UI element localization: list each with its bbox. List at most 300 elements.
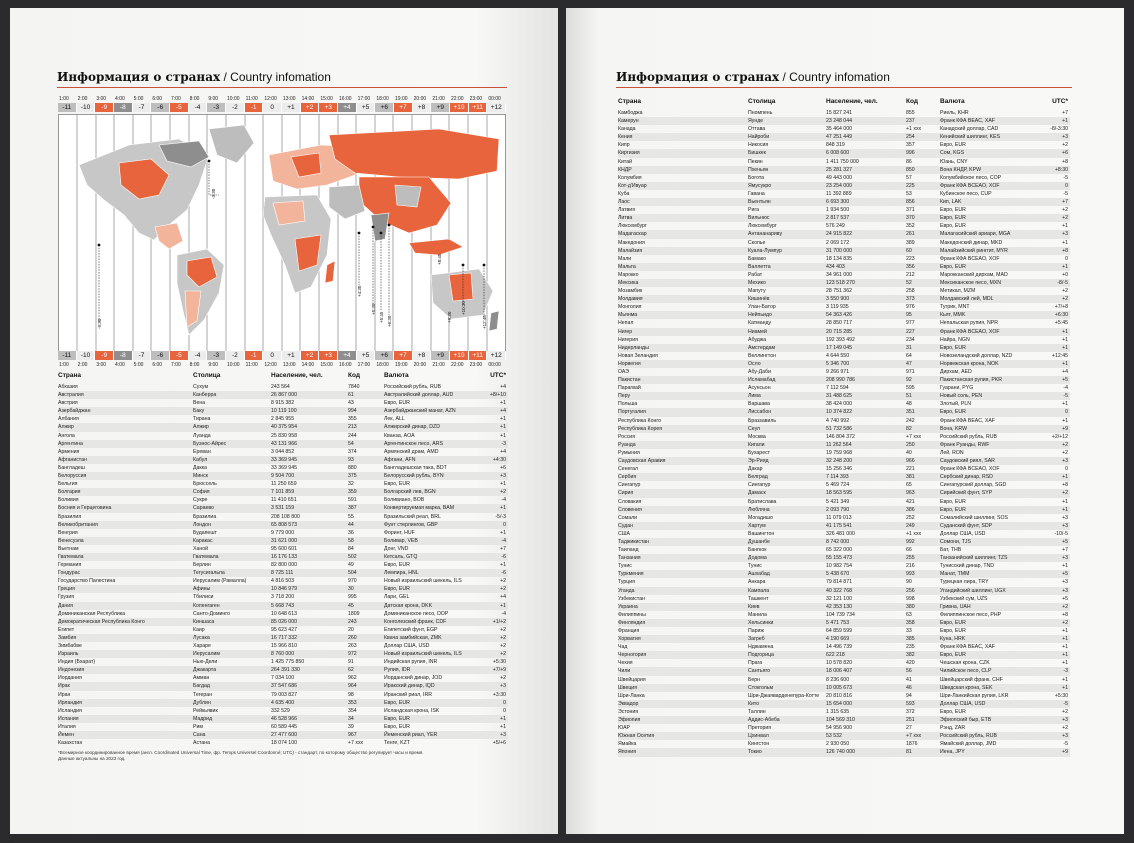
currency-cell: Новый израильский шекель, ILS [384, 578, 462, 585]
utc-cell: +2 [1062, 449, 1068, 456]
utc-offset-bar-bottom [58, 351, 506, 360]
table-row [618, 732, 1070, 740]
population-cell: 20 810 816 [826, 692, 852, 699]
utc-cell: +8 [1062, 611, 1068, 618]
utc-cell: +3:30 [492, 691, 506, 698]
capital-cell: Бангкок [748, 547, 767, 554]
currency-cell: Танзанийский шиллинг, TZS [940, 555, 1008, 562]
capital-cell: Загреб [748, 636, 765, 643]
country-cell: Португалия [618, 409, 646, 416]
country-cell: КНДР [618, 166, 632, 173]
population-cell: 1 934 500 [826, 207, 850, 214]
utc-cell: -5 [1063, 393, 1068, 400]
capital-cell: Дамаск [748, 490, 766, 497]
population-cell: 576 249 [826, 223, 845, 230]
table-row [618, 603, 1070, 611]
country-cell: Азербайджан [58, 408, 91, 415]
table-row [58, 699, 508, 707]
table-row [618, 239, 1070, 247]
code-cell: 63 [906, 611, 912, 618]
table-row [618, 141, 1070, 149]
utc-offset-cell: -4 [189, 351, 208, 360]
population-cell: 23 248 044 [826, 118, 852, 125]
country-cell: Израиль [58, 651, 79, 658]
currency-cell: Евро, EUR [384, 562, 410, 569]
utc-cell: +1 [500, 723, 506, 730]
code-cell: 370 [906, 215, 915, 222]
currency-cell: Аргентинское песо, ARS [384, 440, 443, 447]
code-cell: 385 [906, 636, 915, 643]
currency-cell: Вона, KRW [940, 425, 967, 432]
country-cell: Венесуэла [58, 537, 84, 544]
utc-offset-cell: -5 [170, 351, 189, 360]
utc-offset-cell: +3 [319, 351, 338, 360]
utc-cell: +1 [1062, 506, 1068, 513]
utc-cell: +4 [500, 408, 506, 415]
currency-cell: Евро, EUR [940, 628, 966, 634]
utc-cell: +2 [1062, 725, 1068, 732]
code-cell: 351 [906, 409, 915, 416]
table-row [618, 538, 1070, 546]
population-cell: 17 149 045 [826, 344, 852, 351]
country-cell: Австралия [58, 392, 84, 399]
currency-cell: Армянский драм, AMD [384, 448, 439, 455]
map-label: +10:30 [461, 301, 466, 315]
world-time-zone-map [58, 114, 506, 352]
table-row [618, 611, 1070, 619]
country-cell: Южная Осетия [618, 733, 655, 740]
utc-cell: +3 [1062, 587, 1068, 594]
utc-cell: 0 [1065, 255, 1068, 262]
population-cell: 14 496 739 [826, 644, 852, 651]
utc-cell: +2 [500, 489, 506, 496]
code-cell: 235 [906, 644, 915, 651]
code-cell: 962 [348, 675, 357, 682]
population-cell: 55 155 473 [826, 555, 852, 562]
currency-cell: Чилийское песо, CLP [940, 668, 992, 675]
utc-cell: +1 [1062, 118, 1068, 125]
country-cell: Хорватия [618, 636, 641, 643]
currency-cell: Сом, KGS [940, 150, 965, 157]
capital-cell: Баку [193, 408, 205, 415]
country-cell: Гондурас [58, 570, 81, 577]
capital-cell: Кингстон [748, 741, 770, 748]
code-cell: +7 ххх [906, 733, 922, 740]
population-cell: 64 859 599 [826, 628, 852, 634]
currency-cell: Франк КФА BCEAO, XOF [940, 328, 1000, 335]
capital-cell: Абуджа [748, 336, 767, 343]
currency-cell: Алжирский динар, DZD [384, 424, 440, 431]
capital-cell: Ямусукро [748, 182, 772, 189]
country-cell: Колумбия [618, 174, 642, 181]
capital-cell: Вашингтон [748, 530, 775, 537]
utc-cell: -4 [501, 610, 506, 617]
code-cell: 260 [348, 634, 357, 641]
country-cell: Танзания [618, 555, 641, 562]
country-cell: Греция [58, 586, 75, 593]
time-label: 5:00 [133, 362, 144, 368]
utc-offset-cell: +6 [375, 351, 394, 360]
country-cell: Словакия [618, 498, 642, 505]
population-cell: 1 315 635 [826, 708, 850, 715]
time-label: 9:00 [208, 362, 219, 368]
capital-cell: Сараево [193, 505, 214, 512]
currency-cell: Тунисский динар, TND [940, 563, 995, 570]
currency-cell: Евро, EUR [940, 344, 966, 351]
capital-cell: Могадишо [748, 514, 773, 521]
currency-cell: Македонский динар, MKD [940, 239, 1003, 246]
currency-cell: Угандийский шиллинг, UGX [940, 587, 1006, 594]
utc-cell: +2 [500, 586, 506, 593]
code-cell: 94 [906, 692, 912, 699]
country-cell: Таджикистан [618, 538, 650, 545]
footnote-date: Данные актуальны на 2023 год. [58, 756, 126, 761]
utc-cell: -10/-5 [1054, 530, 1068, 537]
header-capital: Столица [193, 372, 221, 379]
code-cell: 971 [906, 369, 915, 375]
code-cell: 98 [348, 691, 354, 698]
table-row [618, 408, 1070, 416]
capital-cell: Луанда [193, 432, 211, 439]
utc-offset-cell: -2 [226, 351, 245, 360]
code-cell: 27 [906, 725, 912, 732]
population-cell: 4 740 992 [826, 417, 850, 424]
time-label: 17:00 [357, 362, 371, 368]
table-row [618, 174, 1070, 182]
currency-cell: Конголезский франк, CDF [384, 618, 447, 625]
utc-cell: +1 [500, 481, 506, 488]
table-row [618, 271, 1070, 279]
population-cell: 2 930 050 [826, 741, 850, 748]
time-label: 16:00 [339, 362, 352, 368]
capital-cell: Браззавиль [748, 417, 777, 424]
utc-offset-cell: +1 [282, 103, 301, 112]
utc-cell: +1 [500, 424, 506, 431]
currency-cell: Молдавский лей, MDL [940, 296, 994, 303]
country-cell: Ангола [58, 432, 75, 439]
country-cell: Дания [58, 602, 73, 609]
code-cell: 57 [906, 174, 912, 181]
utc-cell: +5 [1062, 538, 1068, 545]
code-cell: 86 [906, 158, 912, 165]
table-row [58, 480, 508, 488]
utc-offset-bar-top [58, 103, 506, 112]
population-cell: 5 469 724 [826, 482, 850, 489]
utc-offset-cell: +9 [431, 103, 450, 112]
population-cell: 2 069 172 [826, 239, 850, 246]
utc-cell: -5 [1063, 174, 1068, 181]
country-cell: Мадагаскар [618, 231, 647, 238]
table-row [58, 545, 508, 553]
footnote [58, 750, 508, 762]
population-cell: 54 363 426 [826, 312, 852, 319]
utc-cell: -6 [501, 553, 506, 560]
population-cell: 60 589 445 [271, 723, 297, 730]
utc-offset-cell: -11 [58, 103, 77, 112]
capital-cell: Рабат [748, 271, 763, 278]
population-cell: 3 119 935 [826, 304, 849, 311]
time-label: 11:00 [245, 96, 258, 102]
population-cell: 20 715 285 [826, 328, 852, 335]
utc-cell: -5/-3 [495, 513, 506, 520]
utc-cell: +2 [1062, 619, 1068, 626]
country-cell: Франция [618, 628, 640, 634]
time-label: 13:00 [283, 362, 296, 368]
table-row [618, 740, 1070, 748]
utc-cell: +9 [1062, 749, 1068, 756]
country-cell: Мальта [618, 263, 636, 270]
table-row [58, 585, 508, 593]
code-cell: 244 [348, 432, 357, 439]
utc-cell: -5 [1063, 700, 1068, 707]
currency-cell: Дирхам, AED [940, 369, 972, 375]
population-cell: 33 369 945 [271, 464, 297, 471]
currency-cell: Белорусский рубль, BYN [384, 473, 444, 480]
currency-cell: Российский рубль, RUB [384, 384, 441, 390]
table-row [618, 303, 1070, 311]
utc-cell: 0 [503, 521, 506, 528]
table-row [58, 674, 508, 682]
currency-cell: Донг, VND [384, 545, 409, 552]
table-row [618, 684, 1070, 692]
capital-cell: Бухарест [748, 449, 771, 456]
utc-cell: +1 [1062, 660, 1068, 667]
currency-cell: Евро, EUR [940, 652, 966, 659]
code-cell: 91 [348, 659, 354, 666]
capital-cell: Сеул [748, 425, 761, 432]
utc-cell: +2 [500, 675, 506, 682]
utc-cell: +3 [1062, 579, 1068, 586]
time-label: 18:00 [376, 96, 389, 102]
country-cell: Сербия [618, 474, 637, 481]
header-code: Код [348, 372, 360, 379]
code-cell: 7840 [348, 384, 360, 390]
table-row [618, 182, 1070, 190]
utc-cell: +0 [1062, 271, 1068, 278]
time-label: 00:00 [488, 362, 501, 368]
table-row [618, 198, 1070, 206]
currency-cell: Кип, LAK [940, 199, 962, 206]
country-cell: Бангладеш [58, 464, 85, 471]
map-label: +12:45 [482, 315, 487, 329]
currency-cell: Тенге, KZT [384, 740, 410, 747]
country-cell: Пакистан [618, 377, 641, 384]
population-cell: 146 804 372 [826, 433, 855, 440]
capital-cell: Бамако [748, 255, 766, 262]
map-label: +6:30 [387, 315, 392, 327]
utc-offset-cell: -3 [207, 351, 226, 360]
code-cell: 387 [348, 505, 357, 512]
code-cell: 223 [906, 255, 915, 262]
utc-cell: +6:30 [1054, 312, 1068, 319]
country-cell: Сенегал [618, 466, 639, 473]
code-cell: 82 [906, 425, 912, 432]
population-cell: 8 760 000 [271, 651, 295, 658]
currency-cell: Евро, EUR [384, 586, 410, 593]
table-row [618, 166, 1070, 174]
table-row [618, 319, 1070, 327]
table-row [58, 521, 508, 529]
currency-cell: Кетсаль, GTQ [384, 553, 418, 560]
currency-cell: Бат, THB [940, 547, 962, 554]
code-cell: 48 [906, 401, 912, 408]
utc-cell: +4 [500, 384, 506, 390]
population-cell: 31 488 625 [826, 393, 852, 400]
time-label: 4:00 [115, 96, 125, 102]
header-country: Страна [58, 372, 82, 379]
currency-cell: Иена, JPY [940, 749, 965, 756]
currency-cell: Франк КФА BEAC, XAF [940, 118, 995, 125]
population-cell: 32 121 100 [826, 595, 852, 602]
code-cell: 880 [348, 464, 357, 471]
currency-cell: Франк Руанды, RWF [940, 441, 990, 448]
utc-cell: +4 [1062, 369, 1068, 375]
table-row [618, 149, 1070, 157]
table-row [618, 441, 1070, 449]
capital-cell: Подгорица [748, 652, 774, 659]
utc-cell: -3 [1063, 668, 1068, 675]
code-cell: 39 [348, 723, 354, 730]
currency-cell: Индийская рупия, INR [384, 659, 438, 666]
code-cell: 84 [348, 545, 354, 552]
country-cell: Саудовская Аравия [618, 458, 666, 465]
table-row [618, 247, 1070, 255]
population-cell: 3 550 900 [826, 296, 850, 303]
utc-cell: +3 [1062, 717, 1068, 724]
map-label: +5:30 [371, 303, 376, 315]
utc-cell: +8:30 [1054, 166, 1068, 173]
utc-cell: +2 [1062, 215, 1068, 222]
utc-offset-cell: 0 [263, 103, 282, 112]
table-row [618, 214, 1070, 222]
country-cell: Канада [618, 126, 636, 133]
capital-cell: Нейпьидо [748, 312, 772, 319]
time-label: 3:00 [96, 96, 107, 102]
currency-cell: Афгани, AFN [384, 456, 416, 463]
code-cell: +1 ххх [906, 530, 922, 537]
table-row [618, 489, 1070, 497]
capital-cell: Пхеньян [748, 166, 769, 173]
utc-offset-cell: -10 [77, 103, 96, 112]
currency-cell: Болгарский лев, BGN [384, 489, 436, 496]
population-cell: 9 504 700 [271, 473, 295, 480]
code-cell: 976 [906, 304, 915, 311]
utc-cell: 0 [1065, 466, 1068, 473]
table-row [58, 577, 508, 585]
table-row [58, 529, 508, 537]
utc-offset-cell: +6 [375, 103, 394, 112]
capital-cell: Вильнюс [748, 215, 770, 222]
capital-cell: Оттава [748, 126, 766, 133]
currency-cell: Чешская крона, CZK [940, 660, 990, 667]
utc-offset-cell: -7 [133, 351, 152, 360]
utc-offset-cell: -8 [114, 103, 133, 112]
country-cell: Камерун [618, 118, 639, 125]
currency-cell: Евро, EUR [940, 215, 966, 222]
country-cell: Польша [618, 401, 638, 408]
capital-cell: Тегусигальпа [193, 570, 225, 577]
capital-cell: Мадрид [193, 715, 213, 722]
population-cell: 123 518 270 [826, 279, 855, 286]
population-cell: 18 134 835 [826, 255, 852, 262]
population-cell: 208 990 786 [826, 377, 855, 384]
code-cell: 593 [906, 700, 915, 707]
code-cell: 374 [348, 448, 357, 455]
utc-cell: +1 [1062, 652, 1068, 659]
population-cell: 4 190 669 [826, 636, 850, 643]
utc-offset-cell: +12 [487, 351, 506, 360]
population-cell: 24 915 822 [826, 231, 852, 238]
code-cell: 371 [906, 207, 915, 214]
population-cell: 15 654 000 [826, 700, 852, 707]
code-cell: 92 [906, 377, 912, 384]
code-cell: 261 [906, 231, 915, 238]
utc-cell: +1 [1062, 336, 1068, 343]
population-cell: 15 256 346 [826, 466, 852, 473]
code-cell: 55 [348, 513, 354, 520]
table-row [618, 748, 1070, 756]
utc-cell: -5 [1063, 741, 1068, 748]
utc-offset-cell: +4 [338, 351, 357, 360]
population-cell: 332 529 [271, 707, 290, 714]
code-cell: 251 [906, 717, 915, 724]
currency-cell: Франк КФА BEAC, XAF [940, 417, 995, 424]
table-row [618, 635, 1070, 643]
country-cell: Республика Конго [618, 417, 661, 424]
utc-cell: +2 [500, 643, 506, 649]
code-cell: 90 [906, 579, 912, 586]
time-label: 12:00 [264, 362, 277, 368]
population-cell: 34 961 000 [826, 271, 852, 278]
population-cell: 7 114 393 [826, 474, 849, 481]
code-cell: 356 [906, 263, 915, 270]
country-cell: Парагвай [618, 385, 641, 392]
table-row [618, 352, 1070, 360]
population-cell: 5 471 753 [826, 619, 850, 626]
currency-cell: Евро, EUR [384, 699, 410, 706]
code-cell: 43 [348, 400, 354, 407]
population-cell: 40 322 768 [826, 587, 852, 594]
capital-cell: Рига [748, 207, 760, 214]
time-label: 2:00 [77, 96, 88, 102]
code-cell: 45 [348, 602, 354, 609]
population-cell: 8 725 111 [271, 570, 294, 577]
currency-cell: Азербайджанский манат, AZN [384, 408, 456, 415]
code-cell: 386 [906, 506, 915, 513]
table-row [618, 546, 1070, 554]
time-label: 15:00 [320, 96, 333, 102]
title-rule [57, 87, 507, 88]
country-cell: Новая Зеландия [618, 352, 658, 359]
capital-cell: Абу-Даби [748, 369, 771, 375]
table-row [618, 578, 1070, 586]
currency-cell: Франк КФА BCEAO, XOF [940, 255, 1000, 262]
table-row [618, 498, 1070, 506]
utc-cell: +1 [1062, 344, 1068, 351]
header-currency: Валюта [940, 98, 965, 105]
capital-cell: Будапешт [193, 529, 217, 536]
capital-cell: Алжир [193, 424, 209, 431]
country-cell: Шри-Ланка [618, 692, 645, 699]
table-row [618, 344, 1070, 352]
population-cell: 38 424 000 [826, 401, 852, 408]
code-cell: 52 [906, 279, 912, 286]
currency-cell: Евро, EUR [384, 715, 410, 722]
utc-offset-cell: +7 [394, 103, 413, 112]
code-cell: 49 [348, 562, 354, 569]
capital-cell: Стокгольм [748, 684, 774, 691]
currency-cell: Лек, ALL [384, 416, 405, 423]
